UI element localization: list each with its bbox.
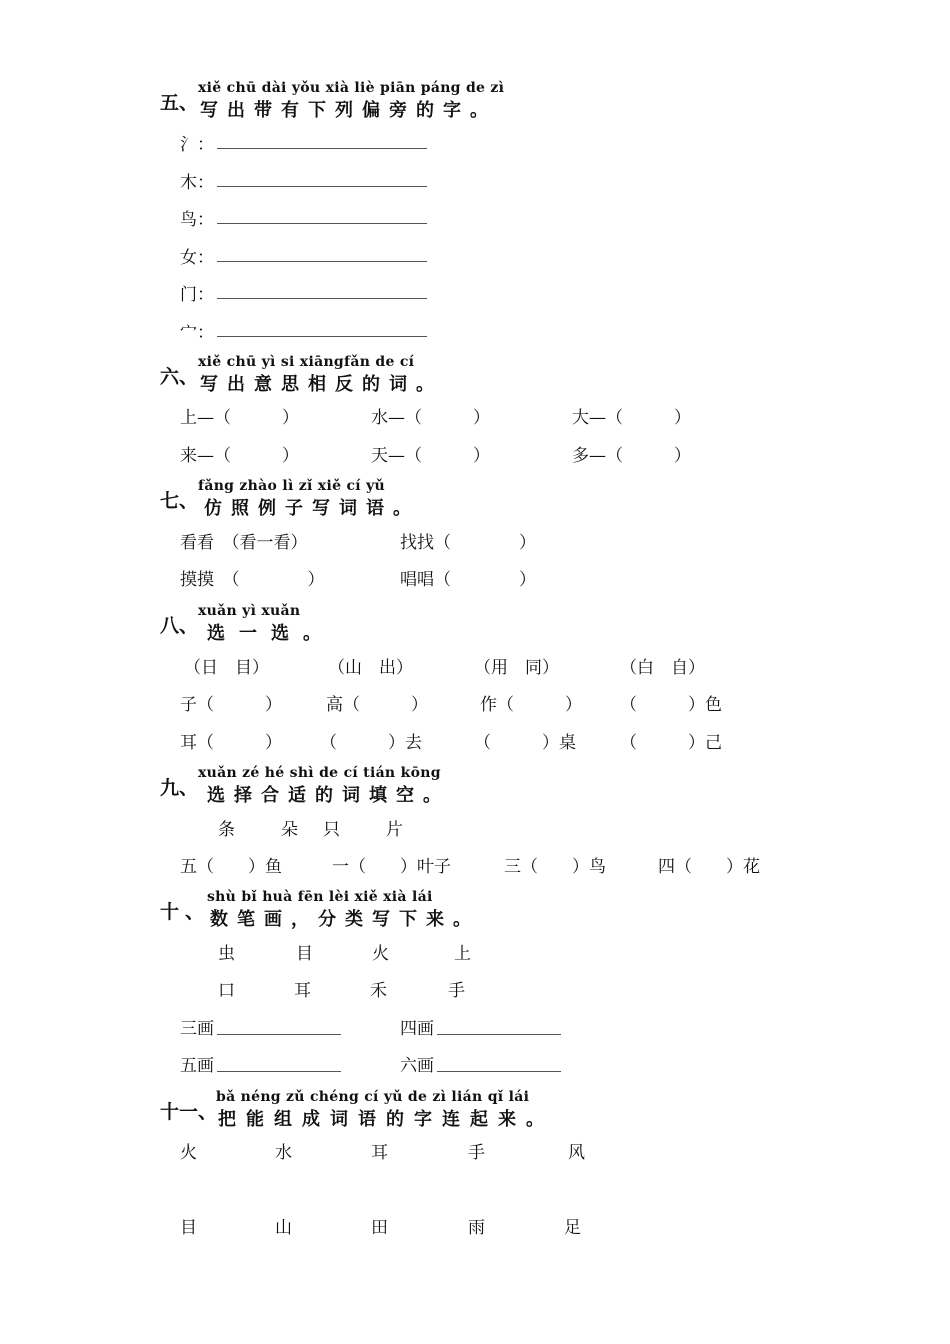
section-6-title: 写出意思相反的词。 <box>200 374 443 395</box>
match-char-bottom[interactable]: 山 <box>275 1218 292 1238</box>
stroke-char: 口 <box>218 981 235 1001</box>
match-char-bottom[interactable]: 目 <box>180 1218 197 1238</box>
section-9-title: 选择合适的词填空。 <box>207 785 450 806</box>
radical-label: 鸟： <box>180 210 214 230</box>
section-8-pinyin: xuǎn yì xuǎn <box>198 603 301 619</box>
example-item[interactable]: 唱唱（ ） <box>400 570 536 590</box>
section-5-number: 五、 <box>160 92 199 114</box>
fill-item[interactable]: 五（ ）鱼 <box>180 857 282 877</box>
stroke-char: 火 <box>372 944 389 964</box>
section-7-number: 七、 <box>160 490 199 512</box>
example-item: 看看 （看一看） <box>180 533 308 553</box>
match-char-top[interactable]: 水 <box>275 1143 292 1163</box>
answer-line[interactable] <box>217 1071 341 1072</box>
answer-line[interactable] <box>217 298 427 299</box>
choice-option: （山 出） <box>328 658 413 678</box>
match-char-bottom[interactable]: 足 <box>564 1218 581 1238</box>
antonym-item[interactable]: 多—（ ） <box>572 446 691 466</box>
fill-item[interactable]: 四（ ）花 <box>658 857 760 877</box>
stroke-char: 上 <box>454 944 471 964</box>
answer-line[interactable] <box>437 1071 561 1072</box>
section-8-title: 选一选。 <box>207 623 335 644</box>
match-char-top[interactable]: 风 <box>568 1143 585 1163</box>
answer-line[interactable] <box>217 261 427 262</box>
fill-item[interactable]: 三（ ）鸟 <box>504 857 606 877</box>
answer-line[interactable] <box>217 1034 341 1035</box>
example-item[interactable]: 摸摸 （ ） <box>180 570 325 590</box>
radical-label: 氵： <box>180 135 214 155</box>
section-5-title: 写出带有下列偏旁的字。 <box>200 100 497 121</box>
antonym-item[interactable]: 上—（ ） <box>180 408 299 428</box>
section-6-number: 六、 <box>160 366 199 388</box>
stroke-group-label: 四画 <box>400 1019 434 1039</box>
word-bank: 条 朵 只 片 <box>218 820 407 840</box>
section-7-pinyin: fǎng zhào lì zǐ xiě cí yǔ <box>198 478 385 494</box>
section-6-pinyin: xiě chū yì si xiāngfǎn de cí <box>198 354 415 370</box>
section-9-pinyin: xuǎn zé hé shì de cí tián kōng <box>198 765 441 781</box>
match-char-top[interactable]: 手 <box>468 1143 485 1163</box>
section-5-pinyin: xiě chū dài yǒu xià liè piān páng de zì <box>198 80 505 96</box>
radical-label: 宀： <box>180 323 214 343</box>
answer-line[interactable] <box>217 223 427 224</box>
stroke-char: 耳 <box>294 981 311 1001</box>
example-item[interactable]: 找找（ ） <box>400 533 536 553</box>
radical-label: 女： <box>180 248 214 268</box>
stroke-char: 手 <box>448 981 465 1001</box>
answer-line[interactable] <box>217 336 427 337</box>
stroke-group-label: 六画 <box>400 1056 434 1076</box>
blank-item[interactable]: （ ）去 <box>320 733 422 753</box>
section-11-pinyin: bǎ néng zǔ chéng cí yǔ de zì lián qǐ lái <box>216 1089 530 1105</box>
antonym-item[interactable]: 大—（ ） <box>572 408 691 428</box>
section-7-title: 仿照例子写词语。 <box>204 498 420 519</box>
radical-label: 木： <box>180 173 214 193</box>
section-8-number: 八、 <box>160 615 199 637</box>
fill-item[interactable]: 一（ ）叶子 <box>332 857 451 877</box>
match-char-bottom[interactable]: 田 <box>371 1218 388 1238</box>
choice-option: （用 同） <box>474 658 559 678</box>
stroke-char: 禾 <box>370 981 387 1001</box>
choice-option: （日 目） <box>184 658 269 678</box>
antonym-item[interactable]: 天—（ ） <box>371 446 490 466</box>
match-char-top[interactable]: 火 <box>180 1143 197 1163</box>
blank-item[interactable]: 耳（ ） <box>180 733 282 753</box>
radical-label: 门： <box>180 285 214 305</box>
blank-item[interactable]: （ ）色 <box>620 695 722 715</box>
choice-option: （白 自） <box>620 658 705 678</box>
section-10-number: 十、 <box>160 901 211 923</box>
answer-line[interactable] <box>217 148 427 149</box>
section-10-title: 数笔画，分类写下来。 <box>210 909 480 930</box>
section-11-title: 把能组成词语的字连起来。 <box>218 1109 554 1130</box>
antonym-item[interactable]: 来—（ ） <box>180 446 299 466</box>
section-10-pinyin: shù bǐ huà fēn lèi xiě xià lái <box>207 889 433 905</box>
section-9-number: 九、 <box>160 777 199 799</box>
stroke-char: 目 <box>296 944 313 964</box>
stroke-char: 虫 <box>218 944 235 964</box>
blank-item[interactable]: 高（ ） <box>326 695 428 715</box>
answer-line[interactable] <box>217 186 427 187</box>
blank-item[interactable]: （ ）己 <box>620 733 722 753</box>
antonym-item[interactable]: 水—（ ） <box>371 408 490 428</box>
blank-item[interactable]: （ ）桌 <box>474 733 576 753</box>
stroke-group-label: 三画 <box>180 1019 214 1039</box>
blank-item[interactable]: 作（ ） <box>480 695 582 715</box>
stroke-group-label: 五画 <box>180 1056 214 1076</box>
match-char-bottom[interactable]: 雨 <box>468 1218 485 1238</box>
blank-item[interactable]: 子（ ） <box>180 695 282 715</box>
match-char-top[interactable]: 耳 <box>371 1143 388 1163</box>
answer-line[interactable] <box>437 1034 561 1035</box>
section-11-number: 十一、 <box>160 1101 218 1123</box>
